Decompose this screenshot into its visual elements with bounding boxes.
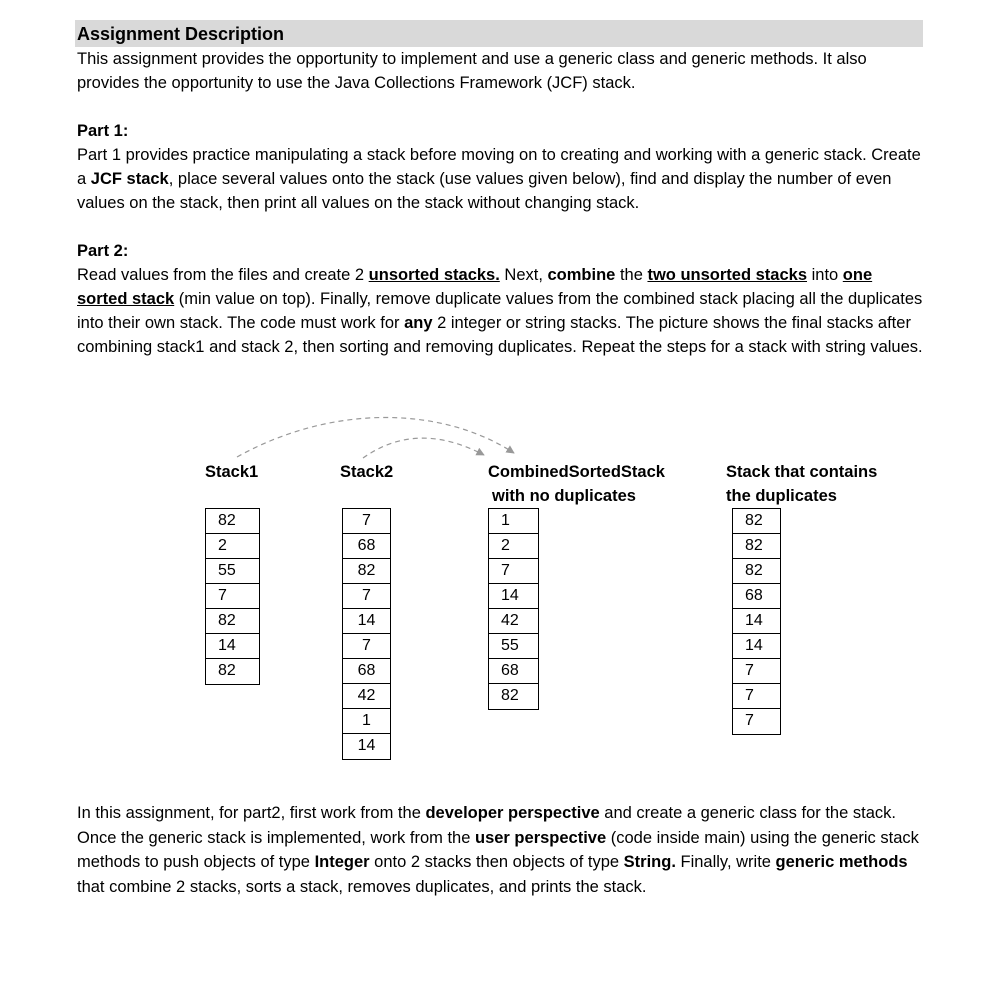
text-segment: JCF stack: [90, 170, 169, 188]
page-title: Assignment Description: [77, 24, 285, 44]
stack-cell: 14: [733, 609, 780, 634]
part1-title: Part 1:: [77, 122, 129, 140]
text-segment: two unsorted stacks: [647, 266, 808, 284]
text-segment: In this assignment, for part2, first work from the: [77, 804, 426, 822]
text-segment: onto 2 stacks then objects of type: [369, 853, 624, 871]
combined-stack-column: [488, 508, 539, 710]
text-segment: and create a generic class for the stack. Once the generic stack is implemented, work from the: [77, 804, 896, 847]
text-segment: Next,: [499, 266, 548, 284]
stack-cell: 82: [733, 509, 780, 534]
duplicates-label-line1: Stack that contains: [726, 463, 878, 481]
combined-label-line2: with no duplicates: [492, 487, 636, 505]
stack-cell: 2: [206, 534, 259, 559]
part2-title: Part 2:: [77, 242, 129, 260]
stack-cell: 14: [343, 609, 390, 634]
text-segment: combine: [547, 266, 616, 284]
stack-cell: 7: [745, 712, 754, 729]
stack1-label: Stack1: [205, 463, 259, 481]
text-segment: that combine 2 stacks, sorts a stack, removes duplicates, and prints the stack.: [77, 877, 647, 896]
stack-cell: 2: [489, 534, 538, 559]
text-segment: 2 integer or string stacks. The picture shows the final stacks after combining stack1 and stack 2, then sorting and removing duplicates. Repeat the steps for a stack with string values.: [77, 314, 923, 356]
text-segment: , place several values onto the stack (use values given below), find and display the number of even values on the stack, then print all values on the stack without changing stack.: [77, 170, 892, 212]
stack-cell: 68: [733, 584, 780, 609]
dashed-arrow-icon: [237, 417, 514, 457]
text-segment: Read values from the files and create 2: [77, 266, 369, 284]
stack-cell: 82: [206, 509, 259, 534]
stack-cell: 68: [343, 534, 390, 559]
stack-cell: 1: [343, 709, 390, 734]
stack-cell: 14: [357, 737, 376, 754]
stack-cell: 68: [489, 659, 538, 684]
text-segment: user perspective: [475, 828, 607, 847]
text-segment: (code inside main) using the generic stack methods to push objects of type: [77, 828, 919, 871]
stack-cell: 14: [206, 634, 259, 659]
text-segment: unsorted stacks.: [368, 266, 500, 284]
stack-cell: 1: [489, 509, 538, 534]
text-segment: (min value on top). Finally, remove duplicate values from the combined stack placing all the duplicates into their own stack. The code must work for: [77, 290, 923, 332]
stack-cell: 42: [343, 684, 390, 709]
duplicates-stack-column: [732, 508, 781, 735]
duplicates-label-line2: the duplicates: [726, 487, 837, 505]
text-segment: Integer: [314, 853, 370, 871]
text-segment: Finally, write: [675, 853, 776, 871]
text-segment: developer perspective: [425, 804, 600, 822]
text-segment: any: [404, 314, 433, 332]
text-segment: String.: [623, 853, 676, 871]
stack-cell: 7: [733, 659, 780, 684]
stack-cell: 82: [501, 687, 519, 704]
stack-cell: 82: [343, 559, 390, 584]
footer-paragraph: [77, 801, 927, 899]
stack-cell: 14: [489, 584, 538, 609]
text-segment: the: [615, 266, 648, 284]
stack-cell: 68: [343, 659, 390, 684]
stack1-column: [205, 508, 260, 685]
combined-label-line1: CombinedSortedStack: [488, 463, 665, 481]
stack-cell: 82: [206, 609, 259, 634]
stack-cell: 7: [343, 584, 390, 609]
stack-cell: 14: [733, 634, 780, 659]
text-segment: into: [807, 266, 843, 284]
stack-cell: 55: [489, 634, 538, 659]
stack-cell: 42: [489, 609, 538, 634]
text-segment: generic methods: [775, 853, 908, 871]
stack-cell: 82: [733, 534, 780, 559]
stack-cell: 82: [733, 559, 780, 584]
stack-cell: 7: [489, 559, 538, 584]
stack2-column: [342, 508, 391, 760]
stack-cell: 82: [218, 662, 236, 679]
stack-cell: 7: [343, 634, 390, 659]
text-segment: one sorted stack: [77, 266, 873, 308]
dashed-arrow-icon: [363, 438, 484, 458]
stack-cell: 7: [206, 584, 259, 609]
text-segment: This assignment provides the opportunity to implement and use a generic class and generic methods. It also provides the opportunity to use the Java Collections Framework (JCF) stack.: [77, 50, 867, 92]
stack-cell: 7: [733, 684, 780, 709]
stack2-label: Stack2: [340, 463, 394, 481]
stack-cell: 55: [206, 559, 259, 584]
stack-cell: 7: [343, 509, 390, 534]
text-segment: Part 1 provides practice manipulating a stack before moving on to creating and working with a generic stack. Create a: [77, 146, 921, 188]
